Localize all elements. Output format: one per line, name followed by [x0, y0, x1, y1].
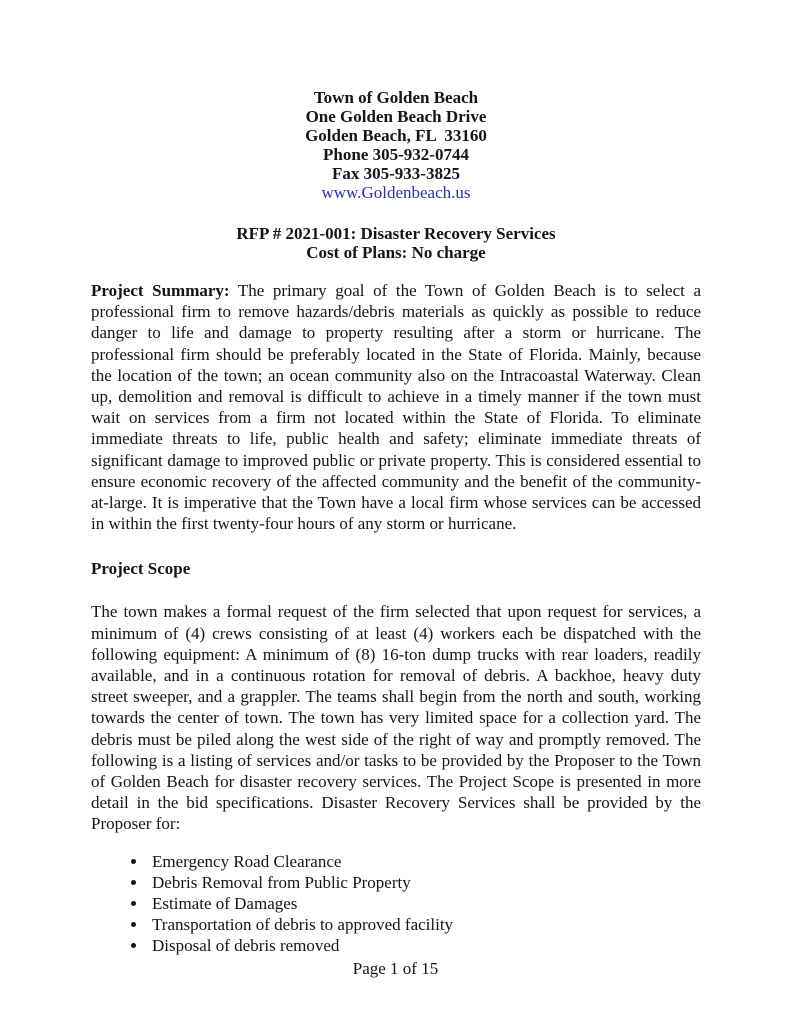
project-summary-text: The primary goal of the Town of Golden Beach is to select a professional firm to remove hazards/debris materials as quickly as possible to reduce danger to life and damage to property resulting after a storm or hurricane. The professional firm should be preferably located in the State of Florida. Mainly, because the location of the town; an ocean community also on the Intracoastal Waterway. Clean up, demolition and removal is difficult to achieve in a timely manner if the town must wait on services from a firm not located within the State of Florida. To eliminate immediate threats to life, public health and safety; eliminate immediate threats of significant damage to improved public or private property. This is considered essential to ensure economic recovery of the affected community and the benefit of the community-at-large. It is imperative that the Town have a local firm whose services can be accessed in within the first twenty-four hours of any storm or hurricane. — [91, 281, 701, 534]
letterhead-line-org: Town of Golden Beach — [313, 88, 479, 107]
service-item-disposal: • Disposal of debris removed — [148, 935, 701, 956]
rfp-title-block — [91, 224, 701, 262]
letterhead — [91, 88, 701, 183]
rfp-cost-line: Cost of Plans: No charge — [306, 243, 486, 262]
letterhead-line-fax: Fax 305-933-3825 — [332, 164, 460, 183]
website-link[interactable]: www.Goldenbeach.us — [321, 183, 471, 202]
services-list — [91, 851, 701, 956]
project-scope-heading: Project Scope — [91, 559, 191, 579]
letterhead-line-phone: Phone 305-932-0744 — [323, 145, 469, 164]
project-summary-label: Project Summary: — [91, 281, 230, 300]
service-item-damage-estimate: • Estimate of Damages — [148, 893, 701, 914]
rfp-title: RFP # 2021-001: Disaster Recovery Services — [236, 224, 556, 243]
website-line — [91, 183, 701, 202]
service-item-debris-removal: • Debris Removal from Public Property — [148, 872, 701, 893]
project-summary-paragraph — [91, 280, 701, 534]
letterhead-line-address: One Golden Beach Drive — [305, 107, 487, 126]
service-item-road-clearance: • Emergency Road Clearance — [148, 851, 701, 872]
letterhead-line-city: Golden Beach, FL 33160 — [305, 126, 487, 145]
page-number: Page 1 of 15 — [352, 959, 439, 978]
project-scope-paragraph: The town makes a formal request of the firm selected that upon request for services, a minimum of (4) crews consisting of at least (4) workers each be dispatched with the following equipment: A minimum of (8) 16-ton dump trucks with rear loaders, readily available, and in a continuous rotation for removal of debris. A backhoe, heavy duty street sweeper, and a grappler. The teams shall begin from the north and south, working towards the center of town. The town has very limited space for a collection yard. The debris must be piled along the west side of the right of way and promptly removed. The following is a listing of services and/or tasks to be provided by the Proposer to the Town of Golden Beach for disaster recovery services. The Project Scope is presented in more detail in the bid specifications. Disaster Recovery Services shall be provided by the Proposer for: — [91, 602, 701, 834]
service-item-transportation: • Transportation of debris to approved facility — [148, 914, 701, 935]
